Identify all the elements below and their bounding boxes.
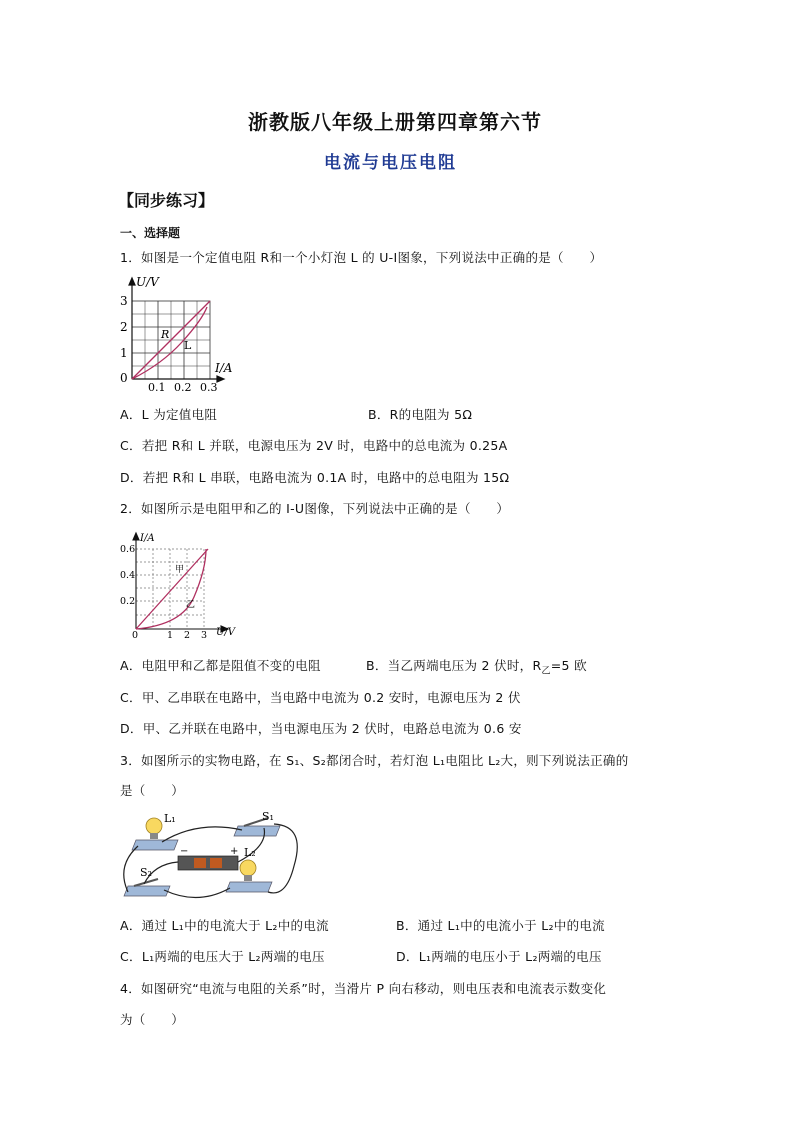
question-1-option-b[interactable]: B．R的电阻为 5Ω (368, 407, 473, 422)
iu-y-tick: 0.6 (120, 544, 136, 555)
lamp-2-base (226, 882, 272, 892)
iu-curve-label-jia: 甲 (175, 565, 185, 575)
iu-x-tick: 2 (184, 630, 191, 639)
ui-x-tick: 0.2 (174, 381, 192, 392)
bulb-2-socket (244, 875, 252, 881)
question-3-circuit-figure (118, 806, 298, 902)
label-L2: L₂ (244, 846, 256, 859)
battery-minus-label: − (180, 846, 189, 857)
iu-y-tick: 0.4 (120, 570, 136, 581)
battery-cell-2 (210, 858, 222, 868)
iu-x-tick: 3 (201, 630, 208, 639)
question-2-option-b[interactable] (366, 656, 587, 677)
page-title: 浙教版八年级上册第四章第六节 (248, 110, 542, 134)
lamp-1-base (132, 840, 178, 850)
option-b-subscript: 乙 (541, 666, 551, 677)
section-heading: 【同步练习】 (118, 191, 215, 210)
bulb-1-icon (146, 818, 162, 834)
question-2-iu-graph (112, 527, 242, 639)
question-1-stem: 1．如图是一个定值电阻 R和一个小灯泡 L 的 U-I图象，下列说法中正确的是（ ） (120, 250, 603, 265)
battery-cell-1 (194, 858, 206, 868)
question-3-option-b[interactable]: B．通过 L₁中的电流小于 L₂中的电流 (396, 918, 605, 933)
question-1-ui-graph (112, 274, 242, 392)
option-b-prefix: B．当乙两端电压为 2 伏时，R (366, 658, 542, 673)
question-2-stem: 2．如图所示是电阻甲和乙的 I-U图像，下列说法中正确的是（ ） (120, 501, 510, 516)
ui-x-tick: 0.1 (148, 381, 166, 392)
iu-x-label: U/V (216, 627, 236, 638)
question-2-option-d[interactable]: D．甲、乙并联在电路中，当电源电压为 2 伏时，电路总电流为 0.6 安 (120, 721, 522, 736)
option-b-suffix: =5 欧 (550, 658, 587, 673)
ui-y-tick: 0 (120, 371, 128, 385)
ui-y-tick: 3 (120, 294, 128, 308)
battery-plus-label: + (230, 846, 239, 857)
bulb-2-icon (240, 860, 256, 876)
switch-1-base (234, 826, 280, 836)
switch-2-base (124, 886, 170, 896)
iu-x-tick: 1 (167, 630, 174, 639)
ui-y-label: U/V (136, 275, 159, 289)
question-3-option-c[interactable]: C．L₁两端的电压大于 L₂两端的电压 (120, 949, 325, 964)
question-2-option-a[interactable]: A．电阻甲和乙都是阻值不变的电阻 (120, 658, 321, 673)
part-label: 一、选择题 (120, 226, 181, 240)
label-L1: L₁ (164, 812, 176, 825)
label-S1: S₁ (262, 810, 274, 823)
page-subtitle: 电流与电压电阻 (324, 153, 457, 173)
question-1-option-d[interactable]: D．若把 R和 L 串联，电路电流为 0.1A 时，电路中的总电阻为 15Ω (120, 470, 510, 485)
ui-x-tick: 0.3 (200, 381, 218, 392)
question-1-option-a[interactable]: A．L 为定值电阻 (120, 407, 218, 422)
ui-y-tick: 1 (120, 346, 128, 360)
bulb-1-socket (150, 833, 158, 839)
ui-curve-label-L: L (184, 339, 192, 352)
ui-x-label: I/A (215, 361, 233, 375)
question-2-option-c[interactable]: C．甲、乙串联在电路中，当电路中电流为 0.2 安时，电源电压为 2 伏 (120, 690, 521, 705)
iu-x-tick: 0 (132, 630, 139, 639)
question-3-stem-line2: 是（ ） (120, 783, 185, 798)
label-S2: S₂ (140, 866, 152, 879)
iu-curve-label-yi: 乙 (186, 600, 196, 610)
question-1-option-c[interactable]: C．若把 R和 L 并联，电源电压为 2V 时，电路中的总电流为 0.25A (120, 438, 508, 453)
iu-y-label: I/A (140, 533, 155, 544)
question-3-stem-line1: 3．如图所示的实物电路，在 S₁、S₂都闭合时，若灯泡 L₁电阻比 L₂大，则下列说法正确的 (120, 753, 629, 768)
question-4-stem-line1: 4．如图研究“电流与电阻的关系”时，当滑片 P 向右移动，则电压表和电流表示数变化 (120, 981, 607, 996)
iu-y-tick: 0.2 (120, 596, 136, 607)
question-3-option-a[interactable]: A．通过 L₁中的电流大于 L₂中的电流 (120, 918, 329, 933)
battery-holder (178, 856, 238, 870)
question-4-stem-line2: 为（ ） (120, 1012, 185, 1027)
ui-y-tick: 2 (120, 320, 128, 334)
question-3-option-d[interactable]: D．L₁两端的电压小于 L₂两端的电压 (396, 949, 602, 964)
ui-curve-label-R: R (161, 328, 170, 341)
